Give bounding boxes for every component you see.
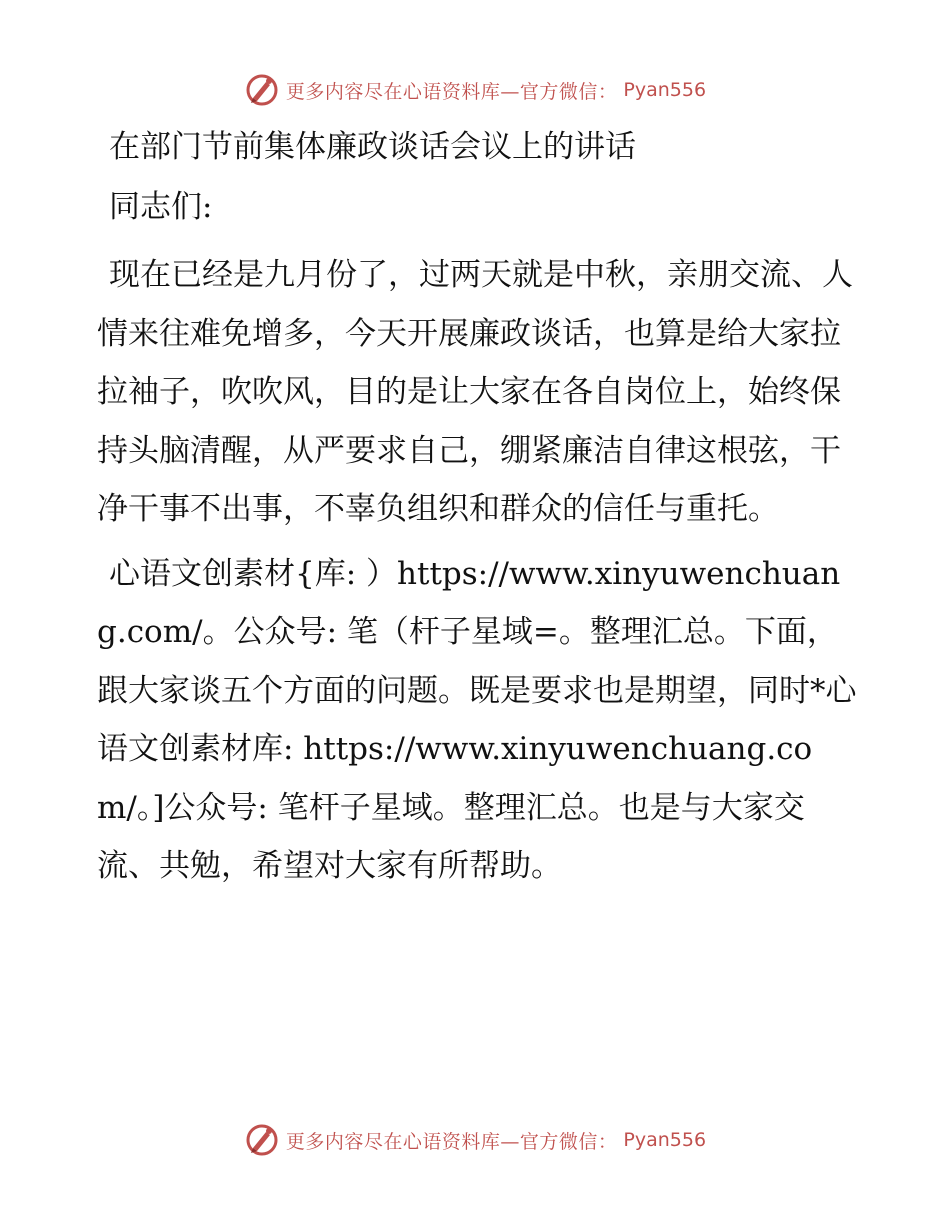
banner-text: 更多内容尽在心语资料库—官方微信： xyxy=(285,1130,618,1153)
paragraph-2: 心语文创素材{库: ）https://www.xinyuwenchuang.com/。公众号: 笔（杆子星域=。整理汇总。下面，跟大家谈五个方面的问题。既是要求也是期望，同时*心语文创素材库: https://www.xinyuwenchuang.com/。]公众号: 笔杆子星域。整理汇总。也是与大家交流、共勉，希望对大家有所帮助。 xyxy=(97,555,857,884)
document-body xyxy=(97,120,857,896)
pen-logo-icon xyxy=(244,72,280,108)
banner-wechat-id: Pyan556 xyxy=(623,1129,707,1151)
salutation: 同志们: xyxy=(109,189,213,225)
banner-wechat-id: Pyan556 xyxy=(623,79,707,101)
pen-logo-icon xyxy=(244,1122,280,1158)
paragraph-1: 现在已经是九月份了，过两天就是中秋，亲朋交流、人情来往难免增多，今天开展廉政谈话，也算是给大家拉拉袖子，吹吹风，目的是让大家在各自岗位上，始终保持头脑清醒，从严要求自己，绷紧廉洁自律这根弦，干净干事不出事，不辜负组织和群众的信任与重托。 xyxy=(97,257,853,527)
header-banner xyxy=(0,70,950,110)
banner-text: 更多内容尽在心语资料库—官方微信： xyxy=(285,80,618,103)
footer-banner xyxy=(0,1120,950,1160)
document-title: 在部门节前集体廉政谈话会议上的讲话 xyxy=(109,129,636,165)
